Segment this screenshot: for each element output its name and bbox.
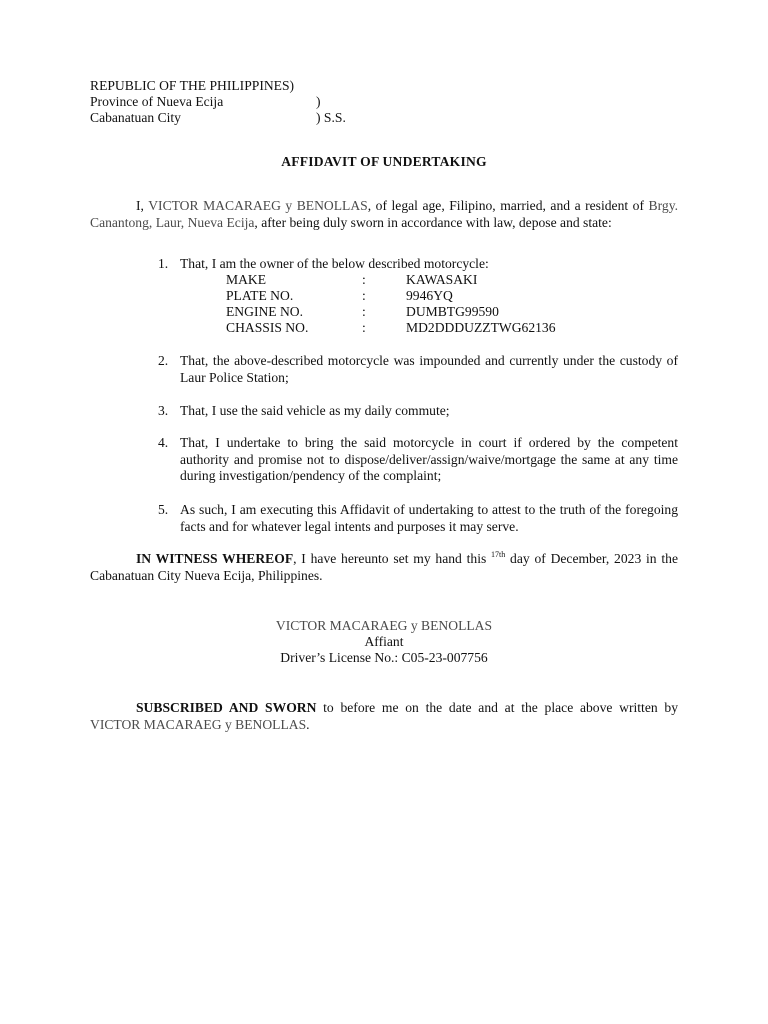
affiant-name: VICTOR MACARAEG y BENOLLAS: [148, 198, 368, 213]
document-title: AFFIDAVIT OF UNDERTAKING: [281, 154, 487, 169]
drivers-license: Driver’s License No.: C05-23-007756: [280, 650, 488, 665]
subscribed-paragraph: SUBSCRIBED AND SWORN to before me on the date and at the place above written by VICTOR MACARAEG y BENOLLAS.: [90, 700, 678, 732]
signature-role: Affiant: [364, 634, 404, 649]
witness-paragraph: IN WITNESS WHEREOF, I have hereunto set my hand this $^{17th}$ day of December, 2023 in the Cabanatuan City Nueva Ecija, Philippines.: [90, 550, 678, 583]
day-superscript: 17th: [491, 550, 506, 559]
venue-ss: ) S.S.: [316, 110, 346, 125]
venue-paren: ): [316, 94, 321, 109]
affidavit-page: REPUBLIC OF THE PHILIPPINES) Province of Nueva Ecija ) Cabanatuan City ) S.S. AFFIDAVIT OF UNDERTAKING I, VICTOR MACARAEG y BENOLLAS, of legal age, Filipino, married, and a resident of Brgy. Canantong, Laur, Nueva Ecija, after being duly sworn in accordance with law, depose and state: 1. That, I am the owner of the below described motorcycle: MAKE : KAWASAKI PLATE NO. : 9946YQ ENGINE NO. : DUMBTG99590 CHASSIS NO. : MD2DDDUZZTWG62136 2. That, the above-described motorcycle was impounded and currently under the custody of Laur Police Station; 3. That, I use the said vehicle as my daily commute; 4. That, I undertake to bring the said motorcycle in court if ordered by the competent authority and promise not to dispose/deliver/assign/waive/mortgage the same at any time during investigation/pendency of the complaint; 5. As such, I am executing this Affidavit of undertaking to attest to the truth of the foregoing facts and for whatever legal intents and purposes it may serve. IN WITNESS WHEREOF, I have hereunto set my hand this $^{17th}$ day of December, 2023 in the Cabanatuan City Nueva Ecija, Philippines. VICTOR MACARAEG y BENOLLAS Affiant Driver’s License No.: C05-23-007756 SUBSCRIBED AND SWORN to before me on the date and at the place above written by VICTOR MACARAEG y BENOLLAS.: [0, 0, 768, 1024]
venue-line-republic: REPUBLIC OF THE PHILIPPINES): [90, 78, 295, 93]
venue-line-city: Cabanatuan City: [90, 110, 181, 125]
affiant-address: Brgy. Canantong, Laur, Nueva Ecija: [90, 198, 679, 230]
intro-paragraph: I, VICTOR MACARAEG y BENOLLAS, of legal age, Filipino, married, and a resident of Brgy. Canantong, Laur, Nueva Ecija, after being duly sworn in accordance with law, depose and state:: [90, 198, 679, 230]
signature-name: VICTOR MACARAEG y BENOLLAS: [275, 618, 493, 633]
venue-line-province: Province of Nueva Ecija: [90, 94, 224, 109]
